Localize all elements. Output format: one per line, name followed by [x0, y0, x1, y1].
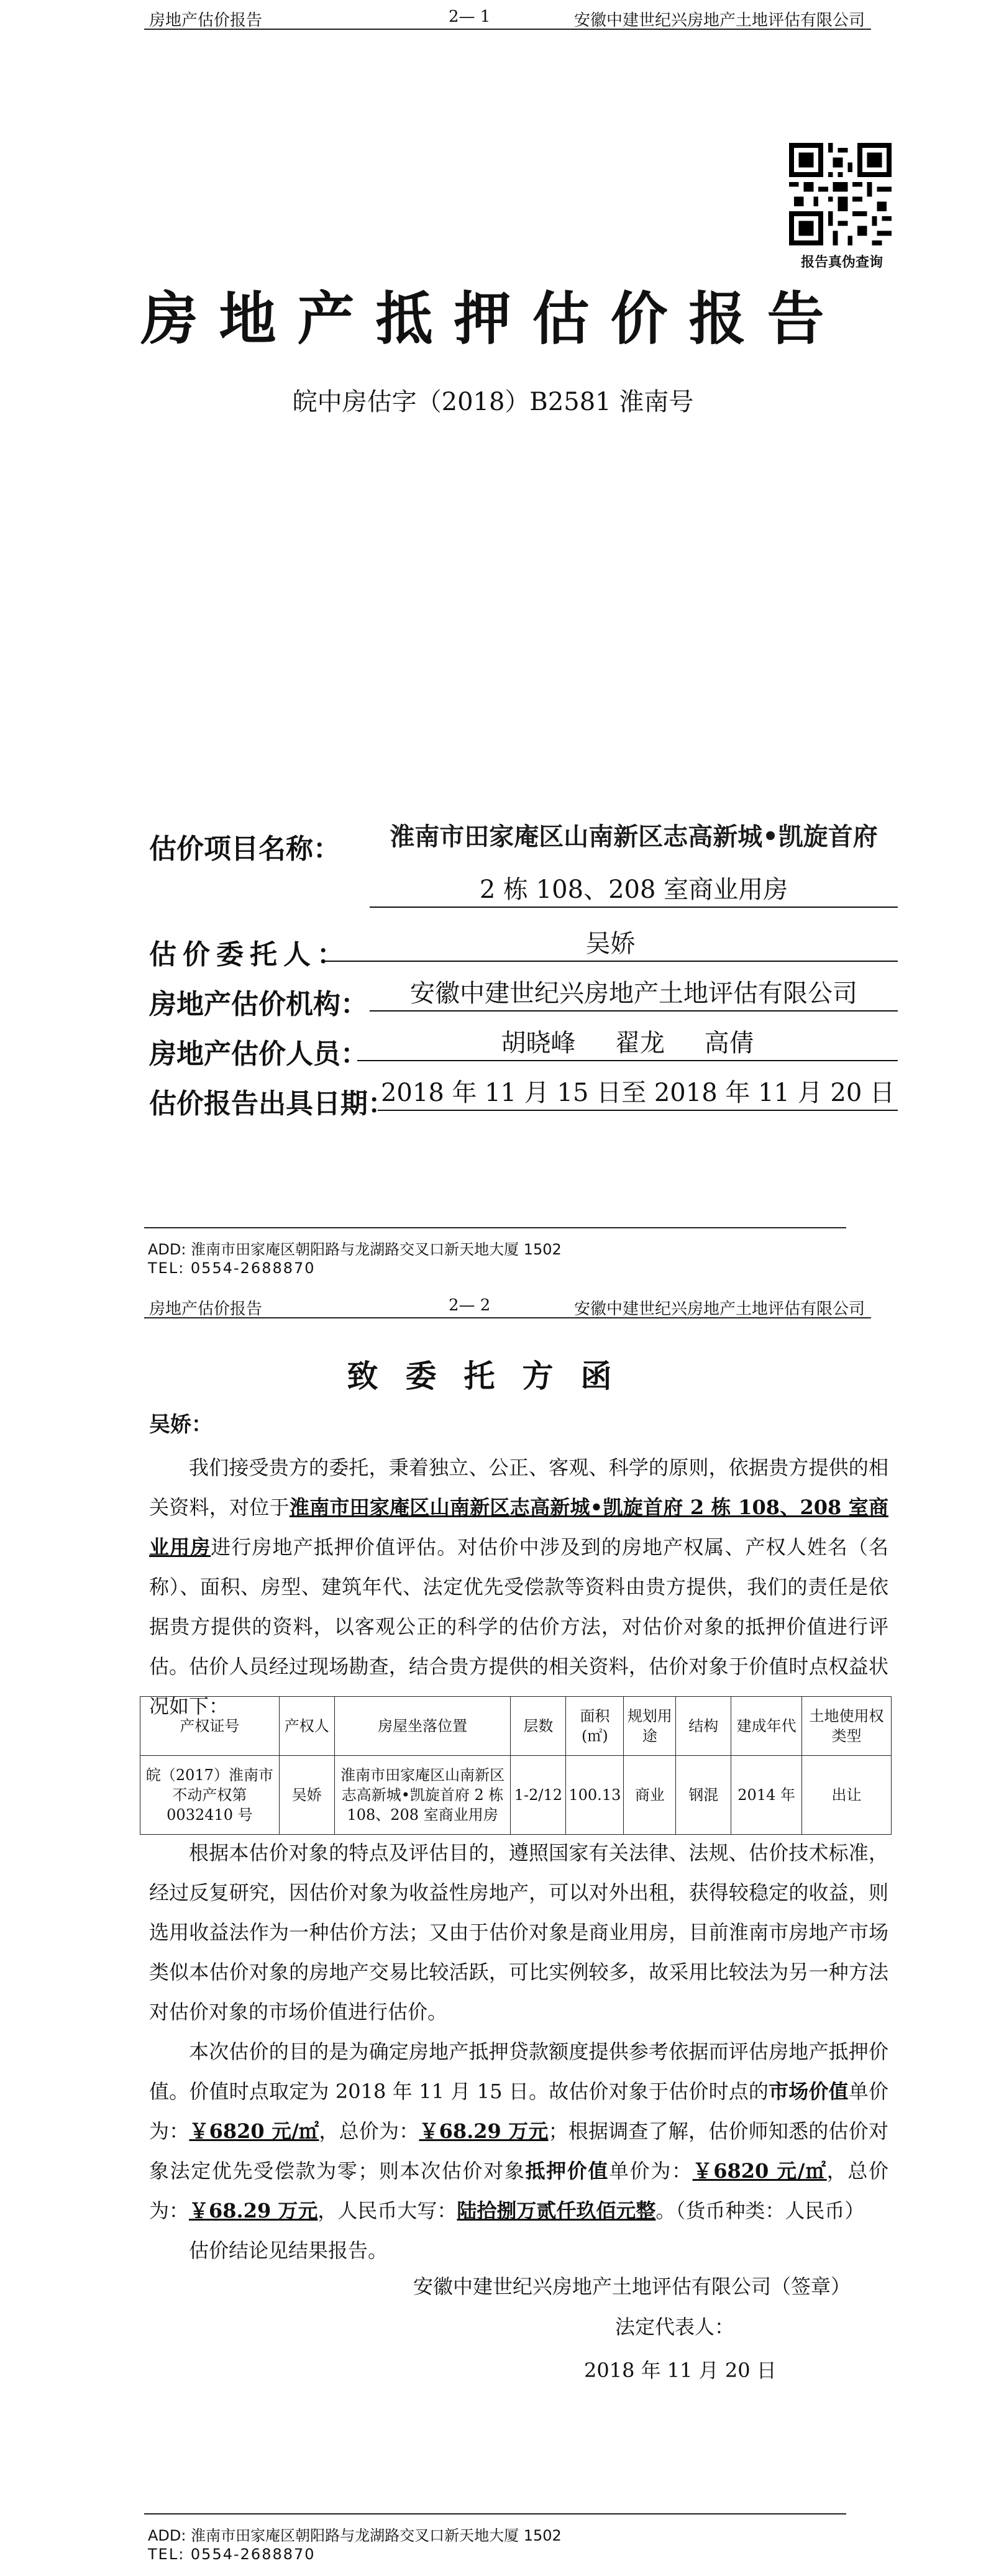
letter-title: 致委托方函 [347, 1358, 639, 1394]
page-header [144, 1292, 871, 1318]
letter-page [0, 1292, 986, 2576]
table-header-cell: 土地使用权类型 [802, 1697, 892, 1756]
table-cell: 淮南市田家庵区山南新区志高新城•凯旋首府 2 栋 108、208 室商业用房 [334, 1756, 511, 1835]
footer-address: ADD: 淮南市田家庵区朝阳路与龙湖路交叉口新天地大厦 1502 [148, 1241, 562, 1258]
rights-table [140, 1696, 892, 1835]
header-left: 房地产估价报告 [149, 1300, 263, 1318]
salutation: 吴娇： [149, 1412, 212, 1437]
p4-text-e: 单价为： [609, 2159, 693, 2183]
footer-rule [144, 1227, 846, 1228]
document-number: 皖中房估字（2018）B2581 淮南号 [292, 388, 694, 416]
footer-address: ADD: 淮南市田家庵区朝阳路与龙湖路交叉口新天地大厦 1502 [148, 2527, 562, 2544]
mortgage-unit-price: ￥6820 元/㎡ [692, 2159, 827, 2183]
header-left: 房地产估价报告 [149, 11, 263, 30]
header-page-number: 2— 1 [449, 7, 491, 26]
table-cell: 钢混 [676, 1756, 731, 1835]
table-header-cell: 结构 [676, 1697, 731, 1756]
market-value-label: 市场价值 [769, 2080, 849, 2103]
p4-text-g: ，人民币大写： [317, 2199, 457, 2222]
table-header-cell: 房屋坐落位置 [334, 1697, 511, 1756]
table-cell: 吴娇 [279, 1756, 334, 1835]
project-name-value-line2: 2 栋 108、208 室商业用房 [370, 873, 898, 908]
client-value: 吴娇 [323, 927, 898, 962]
footer-tel: TEL: 0554-2688870 [148, 2546, 316, 2563]
footer-tel: TEL: 0554-2688870 [148, 1259, 316, 1277]
table-row [140, 1756, 892, 1835]
page-header [144, 4, 871, 30]
letter-date: 2018 年 11 月 20 日 [584, 2359, 777, 2382]
table-cell: 100.13 [566, 1756, 624, 1835]
p4-text-d: ；根据调查了解，估价师知悉的估价对象法定优先受偿款为零；则本次估价对象 [149, 2119, 888, 2183]
market-unit-price: ￥6820 元/㎡ [189, 2119, 319, 2143]
agency-label: 房地产估价机构： [149, 989, 368, 1020]
report-date-value: 2018 年 11 月 15 日至 2018 年 11 月 20 日 [378, 1076, 898, 1111]
p4-text-h: 。（货币种类：人民币） [655, 2199, 865, 2222]
mortgage-value-label: 抵押价值 [525, 2159, 609, 2183]
company-signature: 安徽中建世纪兴房地产土地评估有限公司（签章） [413, 2275, 851, 2298]
project-name-label: 估价项目名称： [149, 833, 340, 865]
table-cell: 2014 年 [731, 1756, 802, 1835]
header-right: 安徽中建世纪兴房地产土地评估有限公司 [573, 11, 865, 30]
table-header-cell: 面积(㎡) [566, 1697, 624, 1756]
table-header-cell: 建成年代 [731, 1697, 802, 1756]
paragraph-2: 估价人员经过现场勘查，结合贵方提供的相关资料，估价对象于价值时点权益状况如下： [149, 1655, 888, 1718]
footer-rule [144, 2513, 846, 2514]
p4-text-b: 单价为： [149, 2080, 888, 2143]
agency-value: 安徽中建世纪兴房地产土地评估有限公司 [370, 977, 898, 1012]
total-price-chinese: 陆拾捌万贰仟玖佰元整 [457, 2199, 656, 2222]
table-header-cell: 规划用途 [624, 1697, 676, 1756]
table-cell: 出让 [802, 1756, 892, 1835]
table-cell: 商业 [624, 1756, 676, 1835]
qr-caption: 报告真伪查询 [800, 254, 883, 270]
paragraph-5: 估价结论见结果报告。 [189, 2239, 388, 2262]
header-page-number: 2— 2 [449, 1296, 491, 1315]
p4-text-f: ，总价为： [149, 2159, 888, 2222]
report-title: 房地产抵押估价报告 [140, 285, 846, 352]
table-header-cell: 产权人 [279, 1697, 334, 1756]
property-location: 淮南市田家庵区山南新区志高新城•凯旋首府 2 栋 108、208 室商业用房 [149, 1496, 888, 1559]
report-date-label: 估价报告出具日期： [149, 1088, 395, 1120]
qr-code-icon[interactable] [789, 143, 892, 245]
p1-text-c: 进行房地产抵押价值评估。对估价中涉及到的房地产权属、产权人姓名（名称）、面积、房型、建筑年代、法定优先受偿款等资料由贵方提供，我们的责任是依据贵方提供的资料，以客观公正的科学的估价方法，对估价对象的抵押价值进行评估。 [149, 1535, 888, 1678]
table-header-cell: 产权证号 [140, 1697, 280, 1756]
appraisers-value: 胡晓峰 翟龙 高倩 [357, 1026, 898, 1061]
table-header-cell: 层数 [511, 1697, 566, 1756]
paragraph-3: 根据本估价对象的特点及评估目的，遵照国家有关法律、法规、估价技术标准，经过反复研究，因估价对象为收益性房地产，可以对外出租，获得较稳定的收益，则选用收益法作为一种估价方法；又由于估价对象是商业用房，目前淮南市房地产市场类似本估价对象的房地产交易比较活跃，可比实例较多，故采用比较法为另一种方法对估价对象的市场价值进行估价。 [149, 1841, 888, 2024]
project-name-value: 淮南市田家庵区山南新区志高新城•凯旋首府 [390, 822, 878, 851]
appraisers-label: 房地产估价人员： [149, 1038, 368, 1070]
p4-text-a: 本次估价的目的是为确定房地产抵押贷款额度提供参考依据而评估房地产抵押价值。价值时点取定为 2018 年 11 月 15 日。故估价对象于估价时点的 [149, 2040, 888, 2103]
table-cell: 皖（2017）淮南市不动产权第0032410 号 [140, 1756, 280, 1835]
client-label: 估价委托人： [149, 939, 350, 971]
market-total-price: ￥68.29 万元 [419, 2119, 549, 2143]
p1-text-a: 我们接受贵方的委托，秉着独立、公正、客观、科学的原则，依据贵方提供的相关资料，对位于 [149, 1456, 888, 1519]
paragraph-4 [149, 2032, 888, 2231]
table-cell: 1-2/12 [511, 1756, 566, 1835]
table-header-row [140, 1697, 892, 1756]
legal-representative: 法定代表人： [615, 2315, 735, 2339]
mortgage-total-price: ￥68.29 万元 [189, 2199, 318, 2222]
p4-text-c: ，总价为： [319, 2119, 419, 2143]
header-right: 安徽中建世纪兴房地产土地评估有限公司 [573, 1300, 865, 1318]
